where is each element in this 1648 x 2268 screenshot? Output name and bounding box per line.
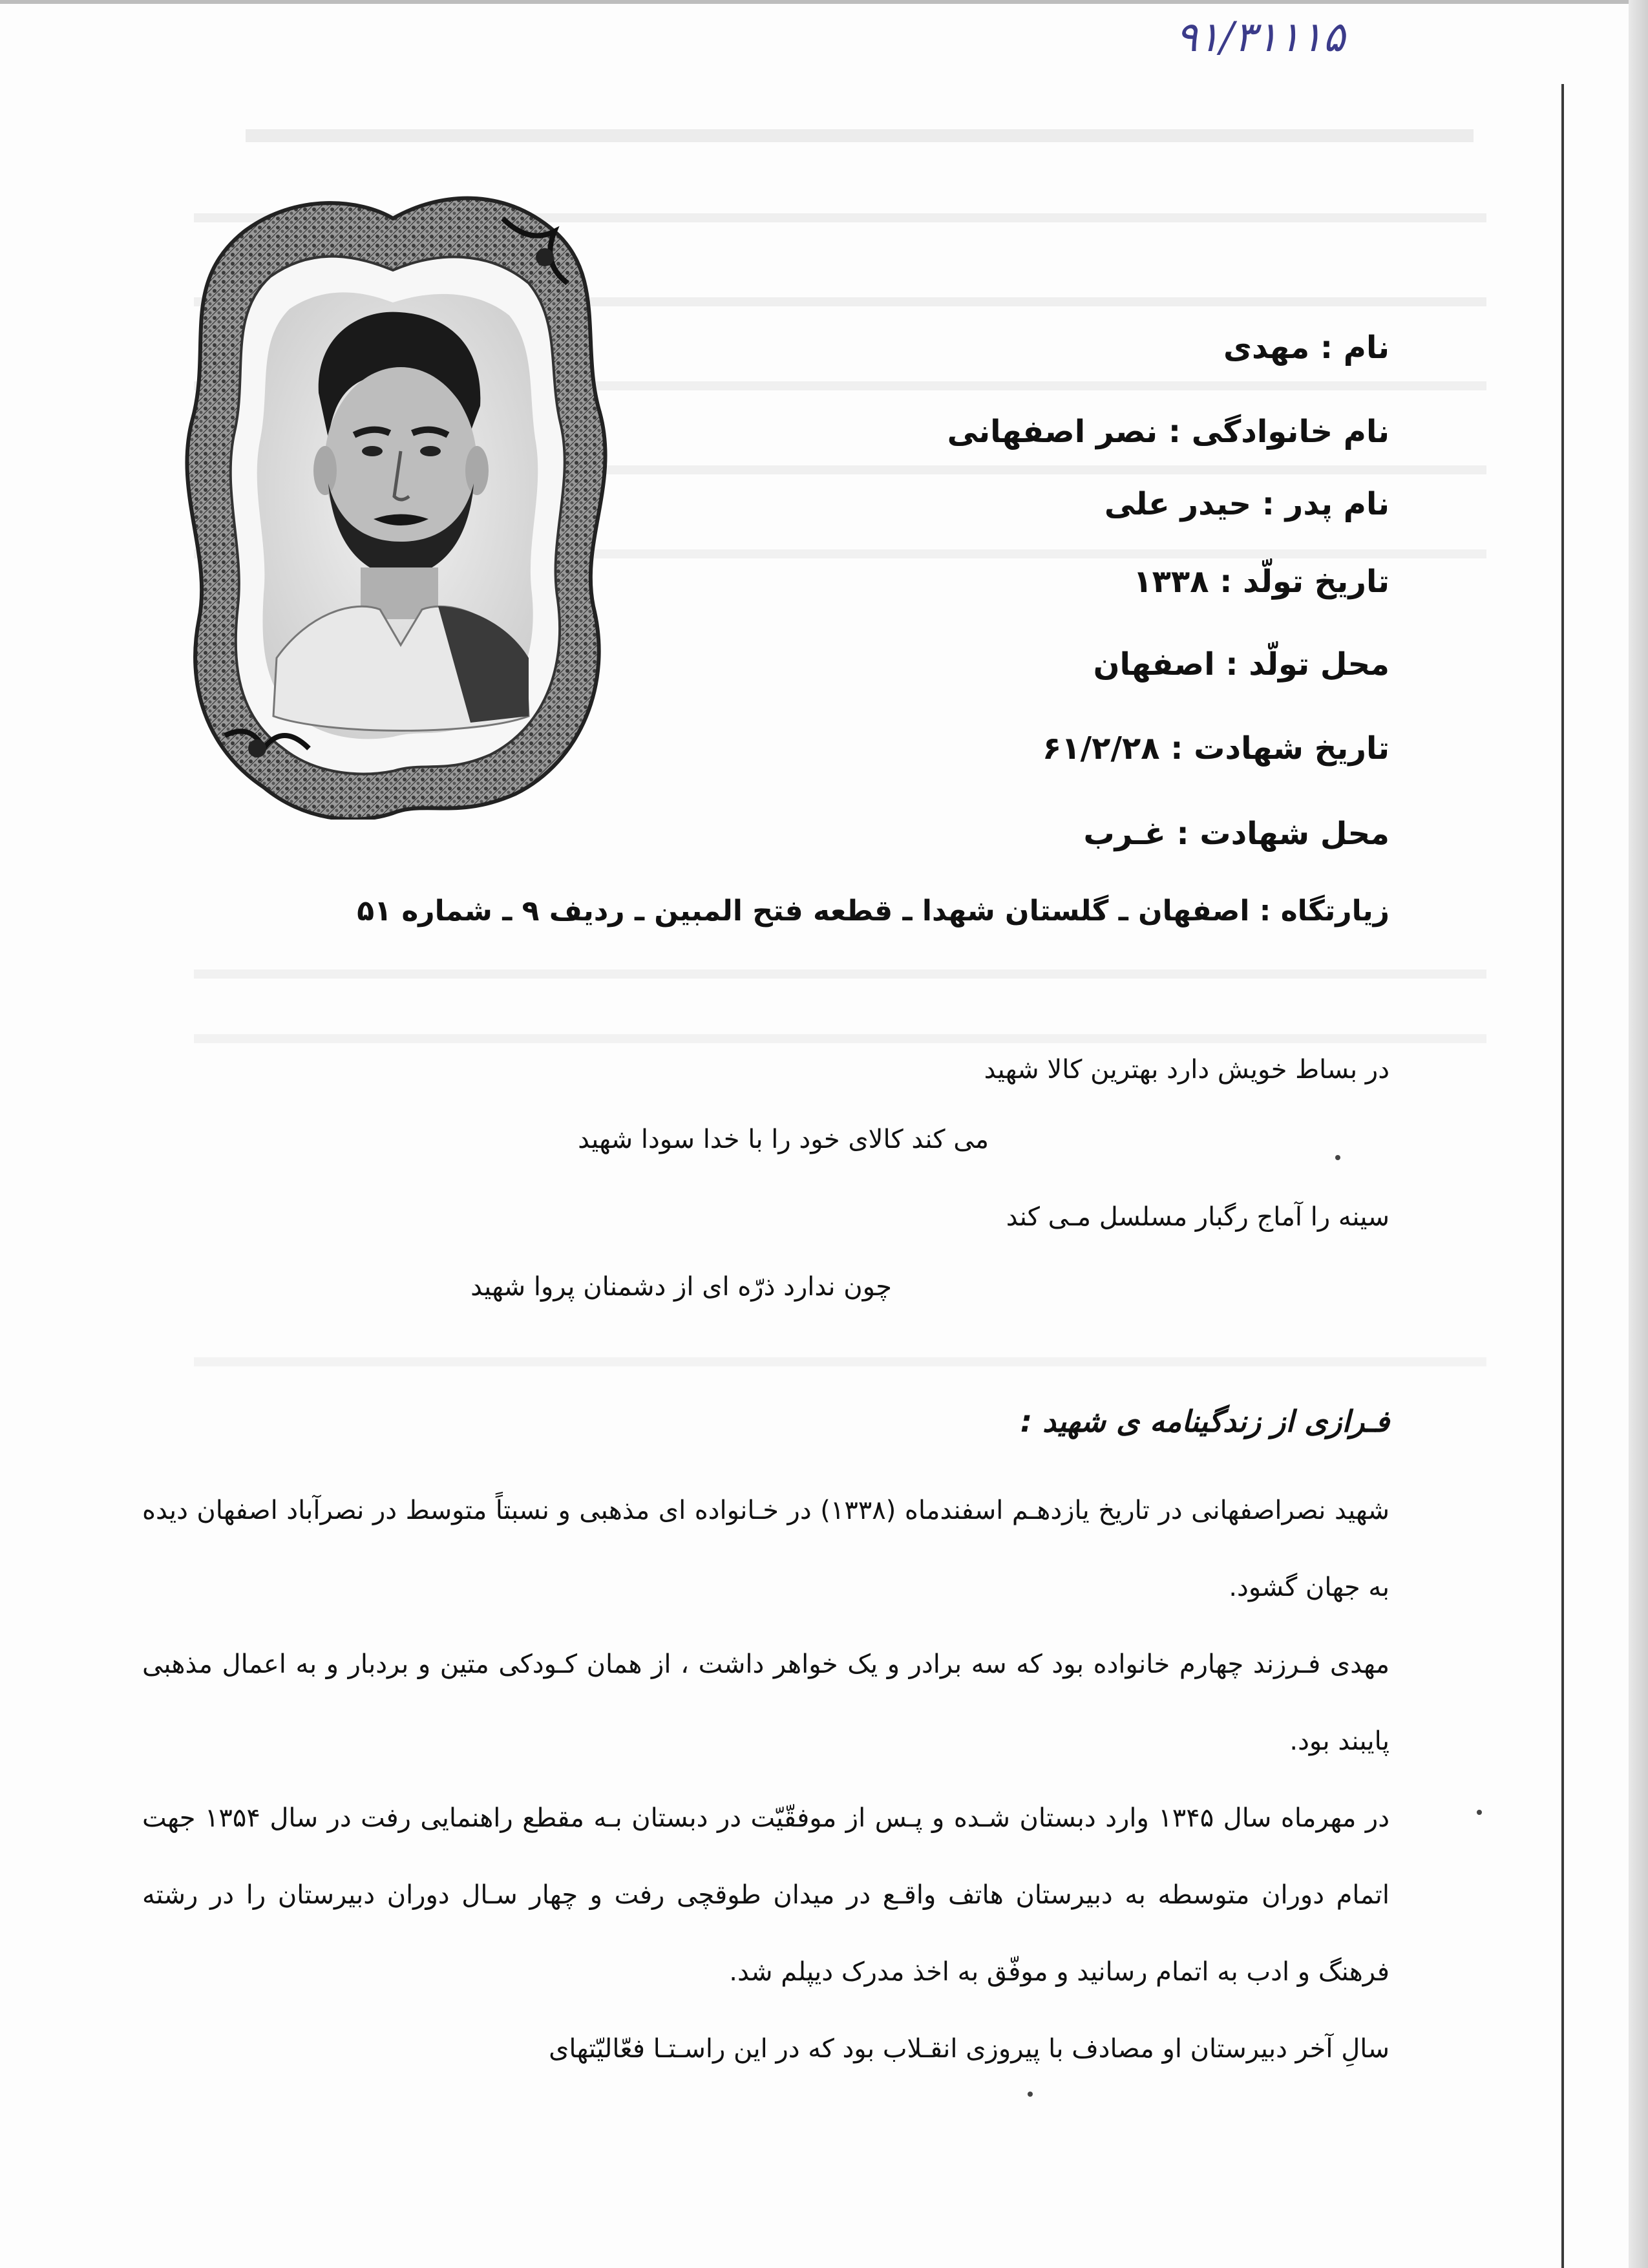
poem-line: سینه را آماج رگبار مسلسل مـی کند — [1006, 1202, 1389, 1232]
birth-place-field: محل تولّد : اصفهان — [1093, 646, 1389, 683]
biography-paragraph: در مهرماه سال ۱۳۴۵ وارد دبستان شـده و پـس از موفقّیّت در دبستان بـه مقطع راهنمایی رفت در سال ۱۳۵۴ جهت اتمام دوران متوسطه به دبیرستان هاتف واقـع در میدان طوقچی رفت و چهار سـال دوران دبیرستان را در رشته فرهنگ و ادب به اتمام رسانید و موفّق به اخذ مدرک دیپلم شد. — [142, 1803, 1390, 1987]
handwritten-archive-number: ۹۱/۳۱۱۱۵ — [1175, 14, 1346, 61]
portrait-photo — [167, 180, 619, 820]
biography-paragraph: سالِ آخر دبیرستان او مصادف با پیروزی انقـلاب بود که در این راسـتـا فعّالیّتهای — [549, 2034, 1389, 2064]
scan-speck — [1028, 2092, 1033, 2097]
scan-speck — [1477, 1810, 1482, 1815]
burial-place-field: زیارتگاه : اصفهان ـ گلستان شهدا ـ قطعه فتح المبین ـ ردیف ۹ ـ شماره ۵۱ — [357, 895, 1389, 927]
biography-paragraph: شهید نصراصفهانی در تاریخ یازدهـم اسفندماه (۱۳۳۸) در خـانواده ای مذهبی و نسبتاً متوسط در نصرآباد اصفهان دیده به جهان گشود. — [142, 1496, 1389, 1602]
portrait-frame — [167, 180, 619, 820]
family-name-field: نام خانوادگی : نصر اصفهانی — [947, 414, 1389, 450]
biography-paragraph: مهدی فـرزند چهارم خانواده بود که سه برادر و یک خواهر داشت ، از همان کـودکی متین و بردبار و به اعمال مذهبی پایبند بود. — [142, 1649, 1389, 1756]
poem-line: چون ندارد ذرّه ای از دشمنان پروا شهید — [470, 1272, 892, 1302]
top-edge-line — [0, 0, 1629, 4]
biography-heading: فـرازی از زندگینامه ی شهید : — [1020, 1404, 1389, 1439]
poem-line: می کند کالای خود را با خدا سودا شهید — [578, 1125, 989, 1154]
scan-speck — [1335, 1155, 1340, 1160]
name-field: نام : مهدی — [1223, 330, 1389, 366]
birth-date-field: تاریخ تولّد : ۱۳۳۸ — [1133, 564, 1389, 600]
martyrdom-date-field: تاریخ شهادت : ۶۱/۲/۲۸ — [1042, 730, 1389, 767]
right-edge-shade — [1629, 0, 1648, 2268]
poem-line: در بساط خویش دارد بهترین کالا شهید — [984, 1055, 1389, 1085]
father-name-field: نام پدر : حیدر علی — [1104, 486, 1389, 522]
biography-text — [142, 1472, 1389, 2088]
martyrdom-place-field: محل شهادت : غـرب — [1083, 816, 1389, 852]
vertical-margin-rule — [1561, 84, 1564, 2268]
